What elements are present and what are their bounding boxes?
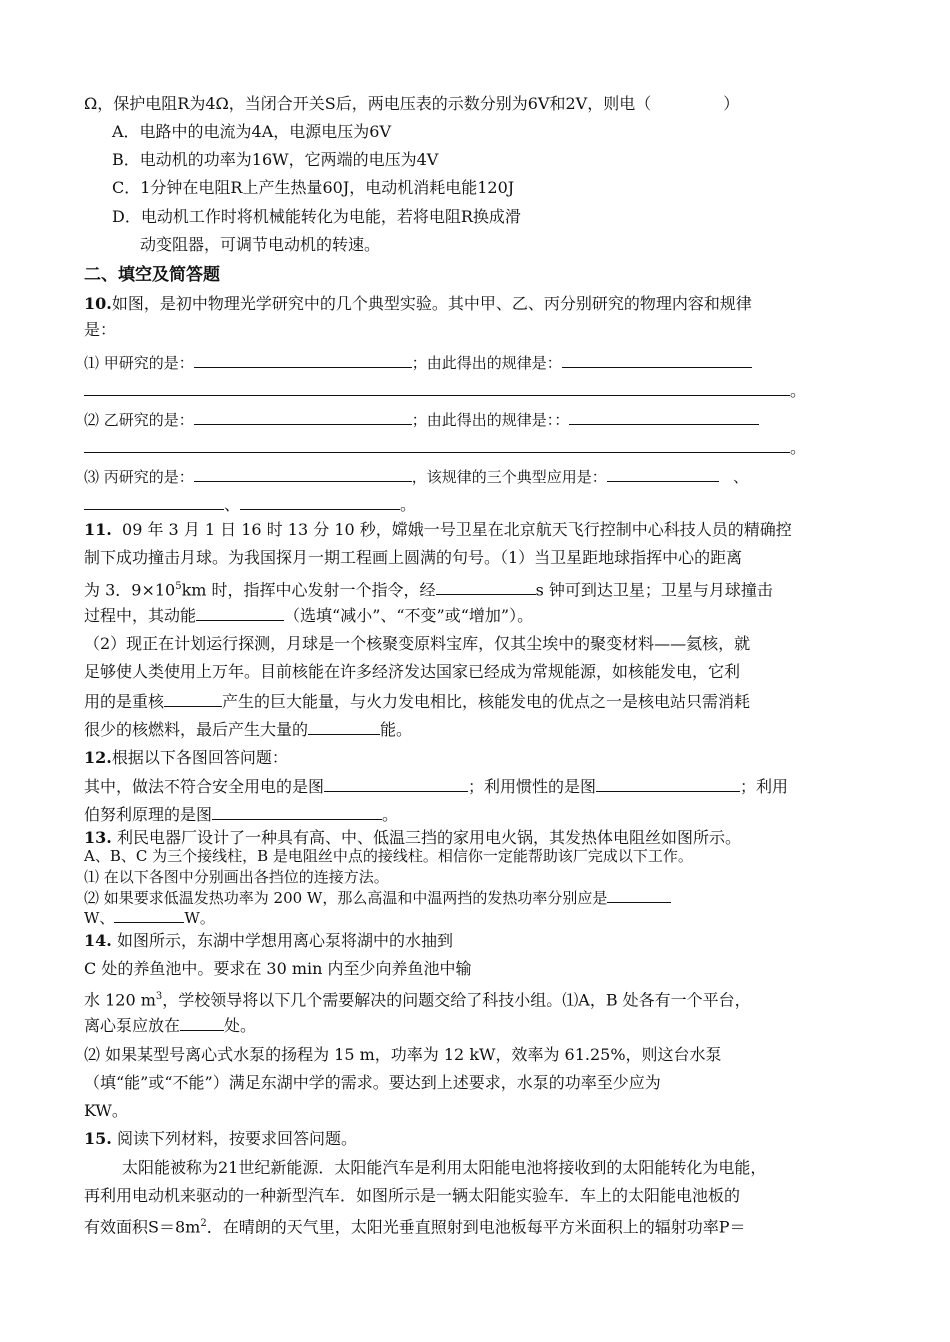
q10-stem-cont: 是： bbox=[84, 320, 117, 339]
q10-part3 bbox=[84, 465, 748, 488]
q10-part2 bbox=[84, 408, 759, 431]
q10-stem bbox=[84, 293, 752, 315]
q10-part3-cont bbox=[84, 493, 416, 516]
q10-stem-text: 如图，是初中物理光学研究中的几个典型实验。其中甲、乙、丙分别研究的物理内容和规律 bbox=[111, 294, 752, 313]
answer-blank[interactable] bbox=[180, 1014, 224, 1031]
q11-distance: 为 3．9×10 bbox=[84, 580, 176, 600]
q14-text: 水 120 m bbox=[84, 990, 156, 1010]
q11-text: s 钟可到达卫星；卫星与月球撞击 bbox=[535, 580, 773, 600]
q15-line1 bbox=[84, 1128, 357, 1150]
separator: 、 bbox=[733, 468, 749, 486]
answer-blank[interactable] bbox=[84, 379, 790, 396]
q12-line2 bbox=[84, 775, 788, 798]
q13-text: W、 bbox=[84, 909, 115, 927]
answer-blank[interactable] bbox=[194, 351, 412, 368]
period: 。 bbox=[790, 438, 807, 457]
q15-exponent: 2 bbox=[200, 1218, 207, 1229]
q14-line4 bbox=[84, 1014, 256, 1037]
answer-blank[interactable] bbox=[308, 718, 380, 735]
q11-number: 11. bbox=[84, 520, 112, 539]
answer-blank[interactable] bbox=[164, 690, 222, 707]
q11-line5: （2）现正在计划运行探测，月球是一个核聚变原料宝库，仅其尘埃中的聚变材料——氦核，就 bbox=[84, 634, 751, 653]
separator: 、 bbox=[224, 495, 241, 514]
q10-part2-label: ⑵ 乙研究的是： bbox=[84, 411, 194, 429]
q14-text: 离心泵应放在 bbox=[84, 1016, 181, 1035]
q9-option-a: A．电路中的电流为4A，电源电压为6V bbox=[112, 122, 392, 141]
q15-text: 有效面积S＝8m bbox=[84, 1217, 201, 1237]
q12-text: ；利用 bbox=[740, 777, 789, 796]
q10-part2-rule-label: ；由此得出的规律是：： bbox=[411, 411, 570, 429]
period: 。 bbox=[790, 381, 807, 400]
q11-line2: 制下成功撞击月球。为我国探月一期工程画上圆满的句号。（1）当卫星距地球指挥中心的距离 bbox=[84, 548, 743, 567]
q14-line1 bbox=[84, 930, 453, 952]
answer-blank[interactable] bbox=[596, 775, 740, 792]
q10-number: 10. bbox=[84, 294, 112, 313]
q11-line4 bbox=[84, 604, 533, 627]
q15-line4 bbox=[84, 1213, 745, 1238]
q13-number: 13. bbox=[84, 828, 112, 847]
q14-line6: （填“能”或“不能”）满足东湖中学的需求。要达到上述要求，水泵的功率至少应为 bbox=[84, 1073, 661, 1092]
q10-part3-label: ⑶ 丙研究的是： bbox=[84, 468, 194, 486]
q10-part1 bbox=[84, 351, 752, 374]
period: 。 bbox=[400, 495, 417, 514]
q11-line1 bbox=[84, 519, 792, 541]
answer-blank[interactable] bbox=[194, 408, 412, 425]
q11-line6: 足够使人类使用上万年。目前核能在许多经济发达国家已经成为常规能源，如核能发电，它利 bbox=[84, 662, 741, 681]
answer-blank[interactable] bbox=[114, 906, 184, 923]
q15-line3: 再利用电动机来驱动的一种新型汽车．如图所示是一辆太阳能实验车．车上的太阳能电池板的 bbox=[84, 1186, 741, 1205]
q9-option-b: B．电动机的功率为16W，它两端的电压为4V bbox=[112, 150, 439, 169]
q12-line1 bbox=[84, 747, 288, 769]
q11-line8 bbox=[84, 718, 412, 741]
answer-blank[interactable] bbox=[562, 351, 752, 368]
answer-blank[interactable] bbox=[84, 493, 224, 510]
q13-text: W。 bbox=[184, 909, 215, 927]
answer-blank[interactable] bbox=[436, 578, 536, 595]
answer-blank[interactable] bbox=[196, 604, 284, 621]
q13-line5 bbox=[84, 906, 215, 929]
q13-line2: A、B、C 为三个接线柱，B 是电阻丝中点的接线柱。相信你一定能帮助该厂完成以下工作。 bbox=[84, 847, 693, 865]
q11-text: 很少的核燃料，最后产生大量的 bbox=[84, 720, 309, 739]
q9-stem-close: ） bbox=[723, 94, 740, 113]
q13-line3: ⑴ 在以下各图中分别画出各挡位的连接方法。 bbox=[84, 868, 389, 886]
q12-text: 其中，做法不符合安全用电的是图 bbox=[84, 777, 325, 796]
q14-text: ，学校领导将以下几个需要解决的问题交给了科技小组。⑴A，B 处各有一个平台， bbox=[162, 990, 751, 1010]
q11-text: 09 年 3 月 1 日 16 时 13 分 10 秒，嫦娥一号卫星在北京航天飞行控制中心科技人员的精确控 bbox=[122, 520, 792, 539]
q14-exponent: 3 bbox=[155, 991, 163, 1002]
q14-line7: KW。 bbox=[84, 1101, 128, 1120]
answer-blank[interactable] bbox=[569, 408, 759, 425]
q9-option-d: D．电动机工作时将机械能转化为电能，若将电阻R换成滑 bbox=[112, 207, 521, 226]
period: 。 bbox=[382, 805, 399, 824]
answer-blank[interactable] bbox=[194, 465, 412, 482]
q14-line2: C 处的养鱼池中。要求在 30 min 内至少向养鱼池中输 bbox=[84, 959, 472, 978]
answer-blank[interactable] bbox=[212, 803, 382, 820]
q9-option-d-cont: 动变阻器，可调节电动机的转速。 bbox=[140, 235, 381, 254]
section-heading: 二、填空及简答题 bbox=[84, 265, 220, 285]
q12-text: 伯努利原理的是图 bbox=[84, 805, 213, 824]
q14-number: 14. bbox=[84, 931, 112, 950]
q14-line3 bbox=[84, 986, 751, 1011]
q12-line3 bbox=[84, 803, 398, 826]
q11-text: （选填“减小”、“不变”或“增加”）。 bbox=[284, 606, 534, 625]
answer-blank[interactable] bbox=[240, 493, 400, 510]
answer-blank[interactable] bbox=[84, 436, 790, 453]
q13-text: ⑵ 如果要求低温发热功率为 200 W，那么高温和中温两挡的发热功率分别应是 bbox=[84, 889, 608, 907]
q11-text: 产生的巨大能量，与火力发电相比，核能发电的优点之一是核电站只需消耗 bbox=[222, 692, 751, 711]
q12-text: 根据以下各图回答问题： bbox=[111, 748, 288, 767]
q11-exponent: 5 bbox=[175, 581, 182, 592]
q10-part2-cont bbox=[84, 436, 806, 459]
q9-stem-text: Ω，保护电阻R为4Ω，当闭合开关S后，两电压表的示数分别为6V和2V，则电（ bbox=[84, 94, 652, 113]
q13-text: 利民电器厂设计了一种具有高、中、低温三挡的家用电火锅，其发热体电阻丝如图所示。 bbox=[116, 828, 741, 847]
q11-text: 用的是重核 bbox=[84, 692, 165, 711]
q15-number: 15. bbox=[84, 1129, 112, 1148]
q9-option-c: C．1分钟在电阻R上产生热量60J，电动机消耗电能120J bbox=[112, 178, 515, 197]
q14-text: 如图所示，东湖中学想用离心泵将湖中的水抽到 bbox=[116, 931, 453, 950]
q15-text: 阅读下列材料，按要求回答问题。 bbox=[116, 1129, 357, 1148]
q11-text: 过程中，其动能 bbox=[84, 606, 197, 625]
answer-blank[interactable] bbox=[607, 886, 671, 903]
q14-text: 处。 bbox=[224, 1016, 257, 1035]
q15-text: ．在晴朗的天气里，太阳光垂直照射到电池板每平方米面积上的辐射功率P＝ bbox=[206, 1217, 746, 1237]
q12-number: 12. bbox=[84, 748, 112, 767]
q10-part1-cont bbox=[84, 379, 806, 402]
q10-part1-rule-label: ；由此得出的规律是： bbox=[411, 354, 562, 372]
q14-line5: ⑵ 如果某型号离心式水泵的扬程为 15 m，功率为 12 kW，效率为 61.25%，则这台水泵 bbox=[84, 1045, 722, 1064]
q11-text: km 时，指挥中心发射一个指令，经 bbox=[181, 580, 436, 600]
q10-part1-label: ⑴ 甲研究的是： bbox=[84, 354, 194, 372]
q12-text: ；利用惯性的是图 bbox=[468, 777, 597, 796]
answer-blank[interactable] bbox=[607, 465, 719, 482]
q10-part3-app-label: ，该规律的三个典型应用是： bbox=[411, 468, 607, 486]
q9-stem bbox=[84, 93, 739, 115]
q11-text: 能。 bbox=[380, 720, 413, 739]
q11-line3 bbox=[84, 576, 773, 601]
answer-blank[interactable] bbox=[324, 775, 468, 792]
q11-line7 bbox=[84, 690, 750, 713]
q15-line2: 太阳能被称为21世纪新能源．太阳能汽车是利用太阳能电池将接收到的太阳能转化为电能， bbox=[122, 1158, 767, 1177]
